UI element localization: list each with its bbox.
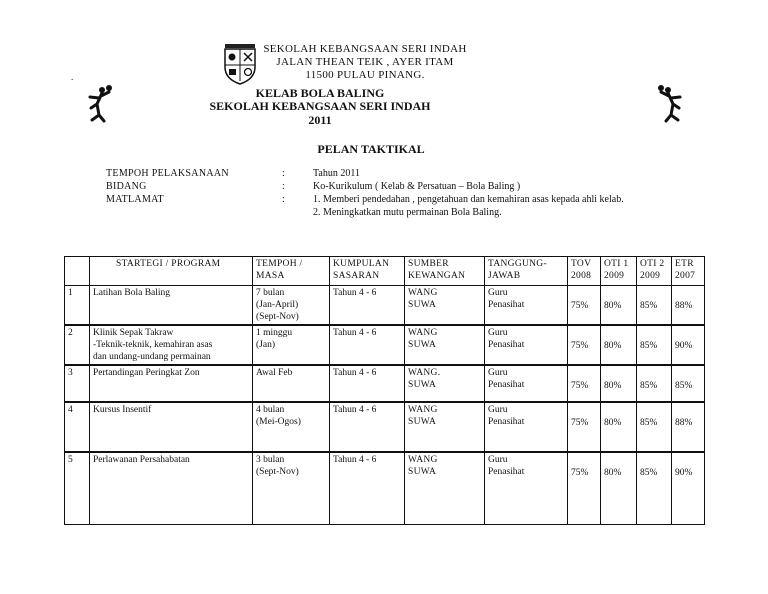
row-sumber: WANG. SUWA	[405, 365, 485, 402]
school-address-city: 11500 PULAU PINANG.	[305, 69, 425, 81]
header-etr: ETR 2007	[672, 257, 705, 286]
row-no: 5	[65, 452, 90, 524]
row-tempoh: Awal Feb	[253, 365, 330, 402]
meta-value-matlamat-1: 1. Memberi pendedahan , pengetahuan dan kemahiran asas kepada ahli kelab.	[313, 194, 624, 205]
row-oti1: 80%	[601, 325, 637, 365]
row-program: Kursus Insentif	[90, 402, 253, 452]
plan-title: PELAN TAKTIKAL	[317, 142, 425, 156]
meta-value-bidang: Ko-Kurikulum ( Kelab & Persatuan – Bola Baling )	[313, 181, 521, 192]
row-sasaran: Tahun 4 - 6	[330, 365, 405, 402]
row-oti1: 80%	[601, 402, 637, 452]
row-tov: 75%	[568, 286, 601, 326]
school-title: SEKOLAH KEBANGSAAN SERI INDAH	[209, 99, 431, 113]
row-etr: 88%	[672, 402, 705, 452]
row-tempoh: 1 minggu (Jan)	[253, 325, 330, 365]
row-no: 4	[65, 402, 90, 452]
club-title: KELAB BOLA BALING	[255, 86, 385, 100]
row-tanggungjawab: Guru Penasihat	[485, 286, 568, 326]
header-program: STARTEGI / PROGRAM	[90, 257, 253, 286]
row-oti2: 85%	[637, 325, 672, 365]
meta-label-tempoh: TEMPOH PELAKSANAAN	[106, 168, 229, 179]
table-header-row	[65, 257, 705, 286]
table-row	[65, 325, 705, 365]
meta-value-tempoh: Tahun 2011	[313, 168, 360, 179]
row-sumber: WANG SUWA	[405, 325, 485, 365]
row-etr: 90%	[672, 452, 705, 524]
row-sumber: WANG SUWA	[405, 402, 485, 452]
table-row	[65, 286, 705, 326]
row-oti2: 85%	[637, 286, 672, 326]
plan-table	[64, 256, 705, 525]
row-etr: 85%	[672, 365, 705, 402]
header-sasaran: KUMPULAN SASARAN	[330, 257, 405, 286]
row-sasaran: Tahun 4 - 6	[330, 402, 405, 452]
row-program: Latihan Bola Baling	[90, 286, 253, 326]
meta-value-matlamat-2: 2. Meningkatkan mutu permainan Bola Baling.	[313, 207, 502, 218]
header-sumber: SUMBER KEWANGAN	[405, 257, 485, 286]
meta-sep: :	[282, 168, 285, 179]
row-tov: 75%	[568, 402, 601, 452]
row-etr: 90%	[672, 325, 705, 365]
row-no: 2	[65, 325, 90, 365]
year-title: 2011	[308, 113, 332, 127]
header-oti2: OTI 2 2009	[637, 257, 672, 286]
header-tov: TOV 2008	[568, 257, 601, 286]
row-tanggungjawab: Guru Penasihat	[485, 452, 568, 524]
row-program: Perlawanan Persahabatan	[90, 452, 253, 524]
row-oti2: 85%	[637, 365, 672, 402]
table-row	[65, 365, 705, 402]
row-sasaran: Tahun 4 - 6	[330, 325, 405, 365]
table-row	[65, 452, 705, 524]
meta-label-matlamat: MATLAMAT	[106, 194, 164, 205]
meta-label-bidang: BIDANG	[106, 181, 147, 192]
row-oti1: 80%	[601, 452, 637, 524]
meta-sep: :	[282, 181, 285, 192]
row-tov: 75%	[568, 325, 601, 365]
header-oti1: OTI 1 2009	[601, 257, 637, 286]
row-sumber: WANG SUWA	[405, 286, 485, 326]
row-no: 1	[65, 286, 90, 326]
row-tov: 75%	[568, 452, 601, 524]
row-sasaran: Tahun 4 - 6	[330, 286, 405, 326]
meta-sep: :	[282, 194, 285, 205]
school-address-street: JALAN THEAN TEIK , AYER ITAM	[276, 56, 454, 68]
row-tempoh: 3 bulan (Sept-Nov)	[253, 452, 330, 524]
row-tanggungjawab: Guru Penasihat	[485, 365, 568, 402]
row-program: Pertandingan Peringkat Zon	[90, 365, 253, 402]
row-etr: 88%	[672, 286, 705, 326]
row-oti1: 80%	[601, 365, 637, 402]
row-tanggungjawab: Guru Penasihat	[485, 325, 568, 365]
dot-mark: .	[71, 72, 74, 82]
row-oti2: 85%	[637, 402, 672, 452]
row-tov: 75%	[568, 365, 601, 402]
handball-player-right-icon	[654, 84, 688, 124]
row-sasaran: Tahun 4 - 6	[330, 452, 405, 524]
row-oti1: 80%	[601, 286, 637, 326]
header-tanggungjawab: TANGGUNG- JAWAB	[485, 257, 568, 286]
header-tempoh: TEMPOH / MASA	[253, 257, 330, 286]
row-oti2: 85%	[637, 452, 672, 524]
row-no: 3	[65, 365, 90, 402]
row-tanggungjawab: Guru Penasihat	[485, 402, 568, 452]
row-tempoh: 7 bulan (Jan-April) (Sept-Nov)	[253, 286, 330, 326]
row-tempoh: 4 bulan (Mei-Ogos)	[253, 402, 330, 452]
school-name: SEKOLAH KEBANGSAAN SERI INDAH	[263, 43, 467, 55]
table-row	[65, 402, 705, 452]
row-sumber: WANG SUWA	[405, 452, 485, 524]
row-program: Klinik Sepak Takraw -Teknik-teknik, kemahiran asas dan undang-undang permainan	[90, 325, 253, 365]
header-no	[65, 257, 90, 286]
